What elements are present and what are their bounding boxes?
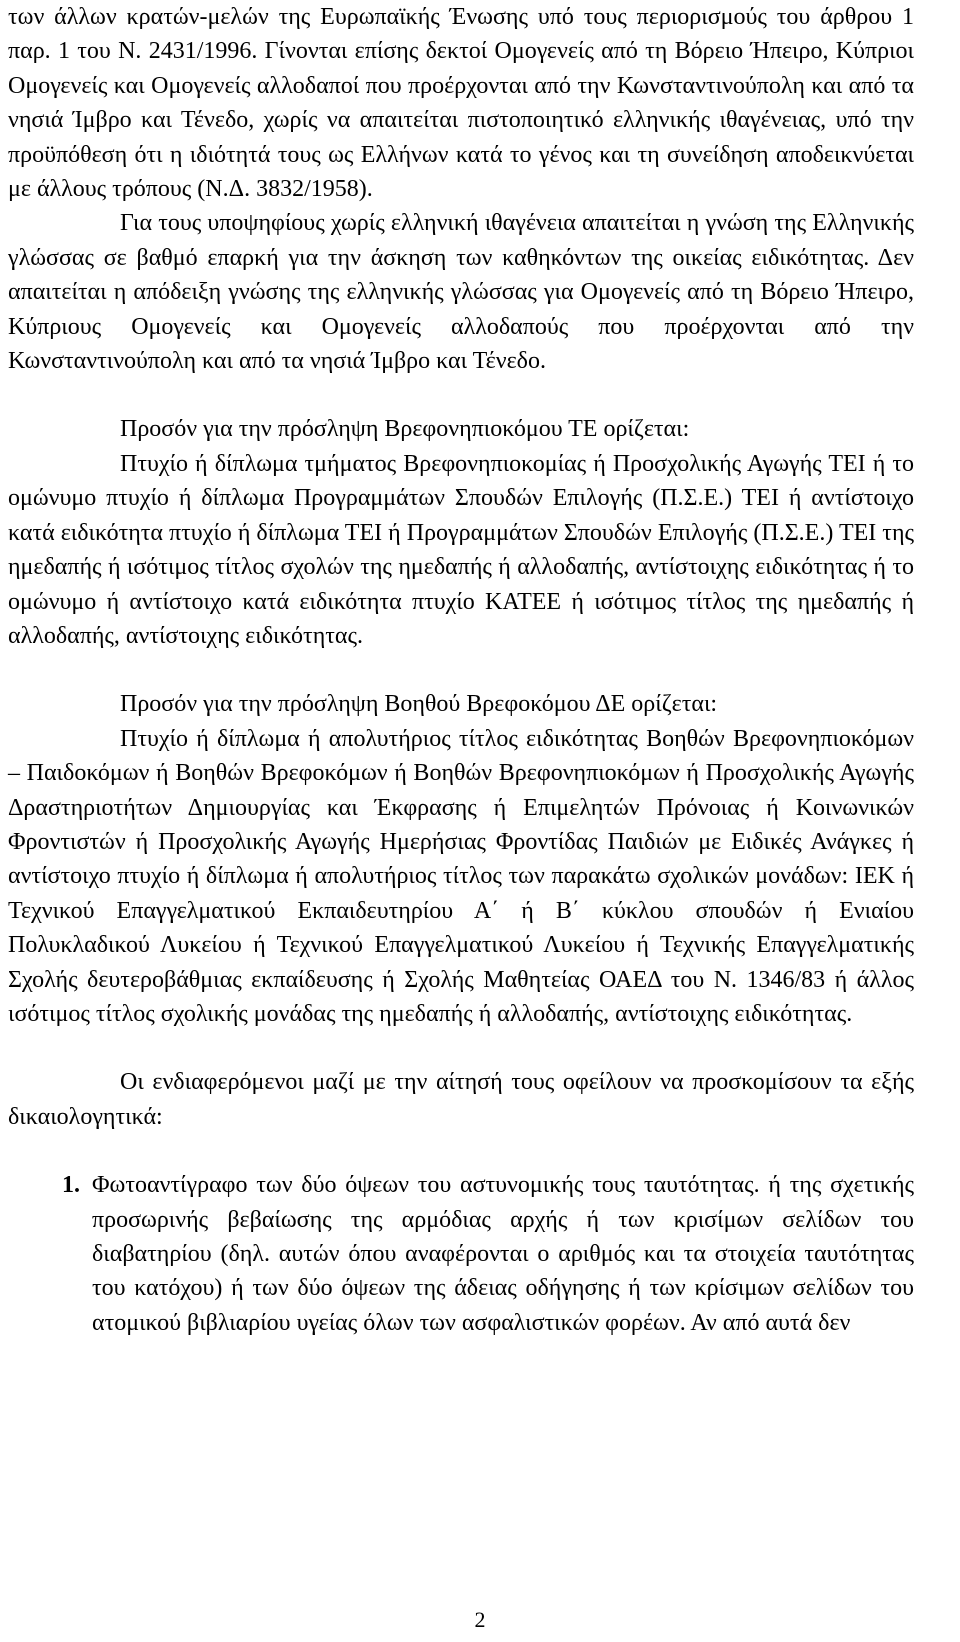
paragraph-greek-language: Για τους υποψηφίους χωρίς ελληνική ιθαγένεια απαιτείται η γνώση της Ελληνικής γλώσσας σε βαθμό επαρκή για την άσκηση των καθηκόντων της οικείας ειδικότητας. Δεν απαιτείται η απόδειξη γνώσης της ελληνικής γλώσσας για Ομογενείς από τη Βόρειο Ήπειρο, Κύπριους Ομογενείς και Ομογενείς αλλοδαπούς που προέρχονται από την Κωνσταντινούπολη και από τα νησιά Ίμβρο και Τένεδο. xyxy=(8,210,914,375)
heading-nursery-teacher-qualification: Προσόν για την πρόσληψη Βρεφονηπιοκόμου ΤΕ ορίζεται: xyxy=(120,416,690,443)
spacer xyxy=(8,1031,914,1065)
heading-assistant-nurse-qualification: Προσόν για την πρόσληψη Βοηθού Βρεφοκόμου ΔΕ ορίζεται: xyxy=(120,691,718,718)
list-item xyxy=(8,1168,914,1340)
spacer xyxy=(8,378,914,412)
page-number: 2 xyxy=(474,1607,486,1632)
document-page xyxy=(8,0,914,1340)
paragraph-eligibility-continued: των άλλων κρατών-μελών της Ευρωπαϊκής Ένωσης υπό τους περιορισμούς του άρθρου 1 παρ. 1 του Ν. 2431/1996. Γίνονται επίσης δεκτοί Ομογενείς από τη Βόρειο Ήπειρο, Κύπριοι Ομογενείς και Ομογενείς αλλοδαποί που προέρχονται από την Κωνσταντινούπολη και από τα νησιά Ίμβρο και Τένεδο, χωρίς να απαιτείται πιστοποιητικό ελληνικής ιθαγένειας, υπό την προϋπόθεση ότι η ιδιότητά τους ως Ελλήνων κατά το γένος και τη συνείδηση αποδεικνύεται με άλλους τρόπους (Ν.Δ. 3832/1958). xyxy=(8,4,914,203)
list-item-text: Φωτοαντίγραφο των δύο όψεων του αστυνομικής τους ταυτότητας. ή της σχετικής προσωρινής βεβαίωσης της αρμόδιας αρχής ή των κρισίμων σελίδων του διαβατηρίου (δηλ. αυτών όπου αναφέρονται ο αριθμός και τα στοιχεία ταυτότητας του κατόχου) ή των δύο όψεων της άδειας οδήγησης ή των κρίσιμων σελίδων του ατομικού βιβλιαρίου υγείας όλων των ασφαλιστικών φορέων. Αν από αυτά δεν xyxy=(92,1172,914,1336)
documents-list xyxy=(8,1168,914,1340)
paragraph-required-documents: Οι ενδιαφερόμενοι μαζί με την αίτησή τους οφείλουν να προσκομίσουν τα εξής δικαιολογητικά: xyxy=(8,1069,914,1130)
spacer xyxy=(8,653,914,687)
list-item-number: 1. xyxy=(62,1172,80,1199)
paragraph-assistant-nurse-degree: Πτυχίο ή δίπλωμα ή απολυτήριος τίτλος ειδικότητας Βοηθών Βρεφονηπιοκόμων – Παιδοκόμων ή Βοηθών Βρεφοκόμων ή Βοηθών Βρεφονηπιοκόμων ή Προσχολικής Αγωγής Δραστηριοτήτων Δημιουργίας και Έκφρασης ή Επιμελητών Πρόνοιας ή Κοινωνικών Φροντιστών ή Προσχολικής Αγωγής Ημερήσιας Φροντίδας Παιδιών με Ειδικές Ανάγκες ή αντίστοιχο πτυχίο ή δίπλωμα ή απολυτήριος τίτλος των παρακάτω σχολικών μονάδων: ΙΕΚ ή Τεχνικού Επαγγελματικού Εκπαιδευτηρίου Α΄ ή Β΄ κύκλου σπουδών ή Ενιαίου Πολυκλαδικού Λυκείου ή Τεχνικού Επαγγελματικού Λυκείου ή Τεχνικής Επαγγελματικής Σχολής δευτεροβάθμιας εκπαίδευσης ή Σχολής Μαθητείας ΟΑΕΔ του Ν. 1346/83 ή άλλος ισότιμος τίτλος σχολικής μονάδας της ημεδαπής ή αλλοδαπής, αντίστοιχης ειδικότητας. xyxy=(8,725,914,1027)
spacer xyxy=(8,1134,914,1168)
paragraph-nursery-teacher-degree: Πτυχίο ή δίπλωμα τμήματος Βρεφονηπιοκομίας ή Προσχολικής Αγωγής ΤΕΙ ή το ομώνυμο πτυχίο ή δίπλωμα Προγραμμάτων Σπουδών Επιλογής (Π.Σ.Ε.) ΤΕΙ ή αντίστοιχο κατά ειδικότητα πτυχίο ή δίπλωμα ΤΕΙ ή Προγραμμάτων Σπουδών Επιλογής (Π.Σ.Ε.) ΤΕΙ της ημεδαπής ή ισότιμος τίτλος σχολών της ημεδαπής ή αλλοδαπής, αντίστοιχης ειδικότητας ή το ομώνυμο ή αντίστοιχο κατά ειδικότητα πτυχίο ΚΑΤΕΕ ή ισότιμος τίτλος της ημεδαπής ή αλλοδαπής, αντίστοιχης ειδικότητας. xyxy=(8,450,914,649)
